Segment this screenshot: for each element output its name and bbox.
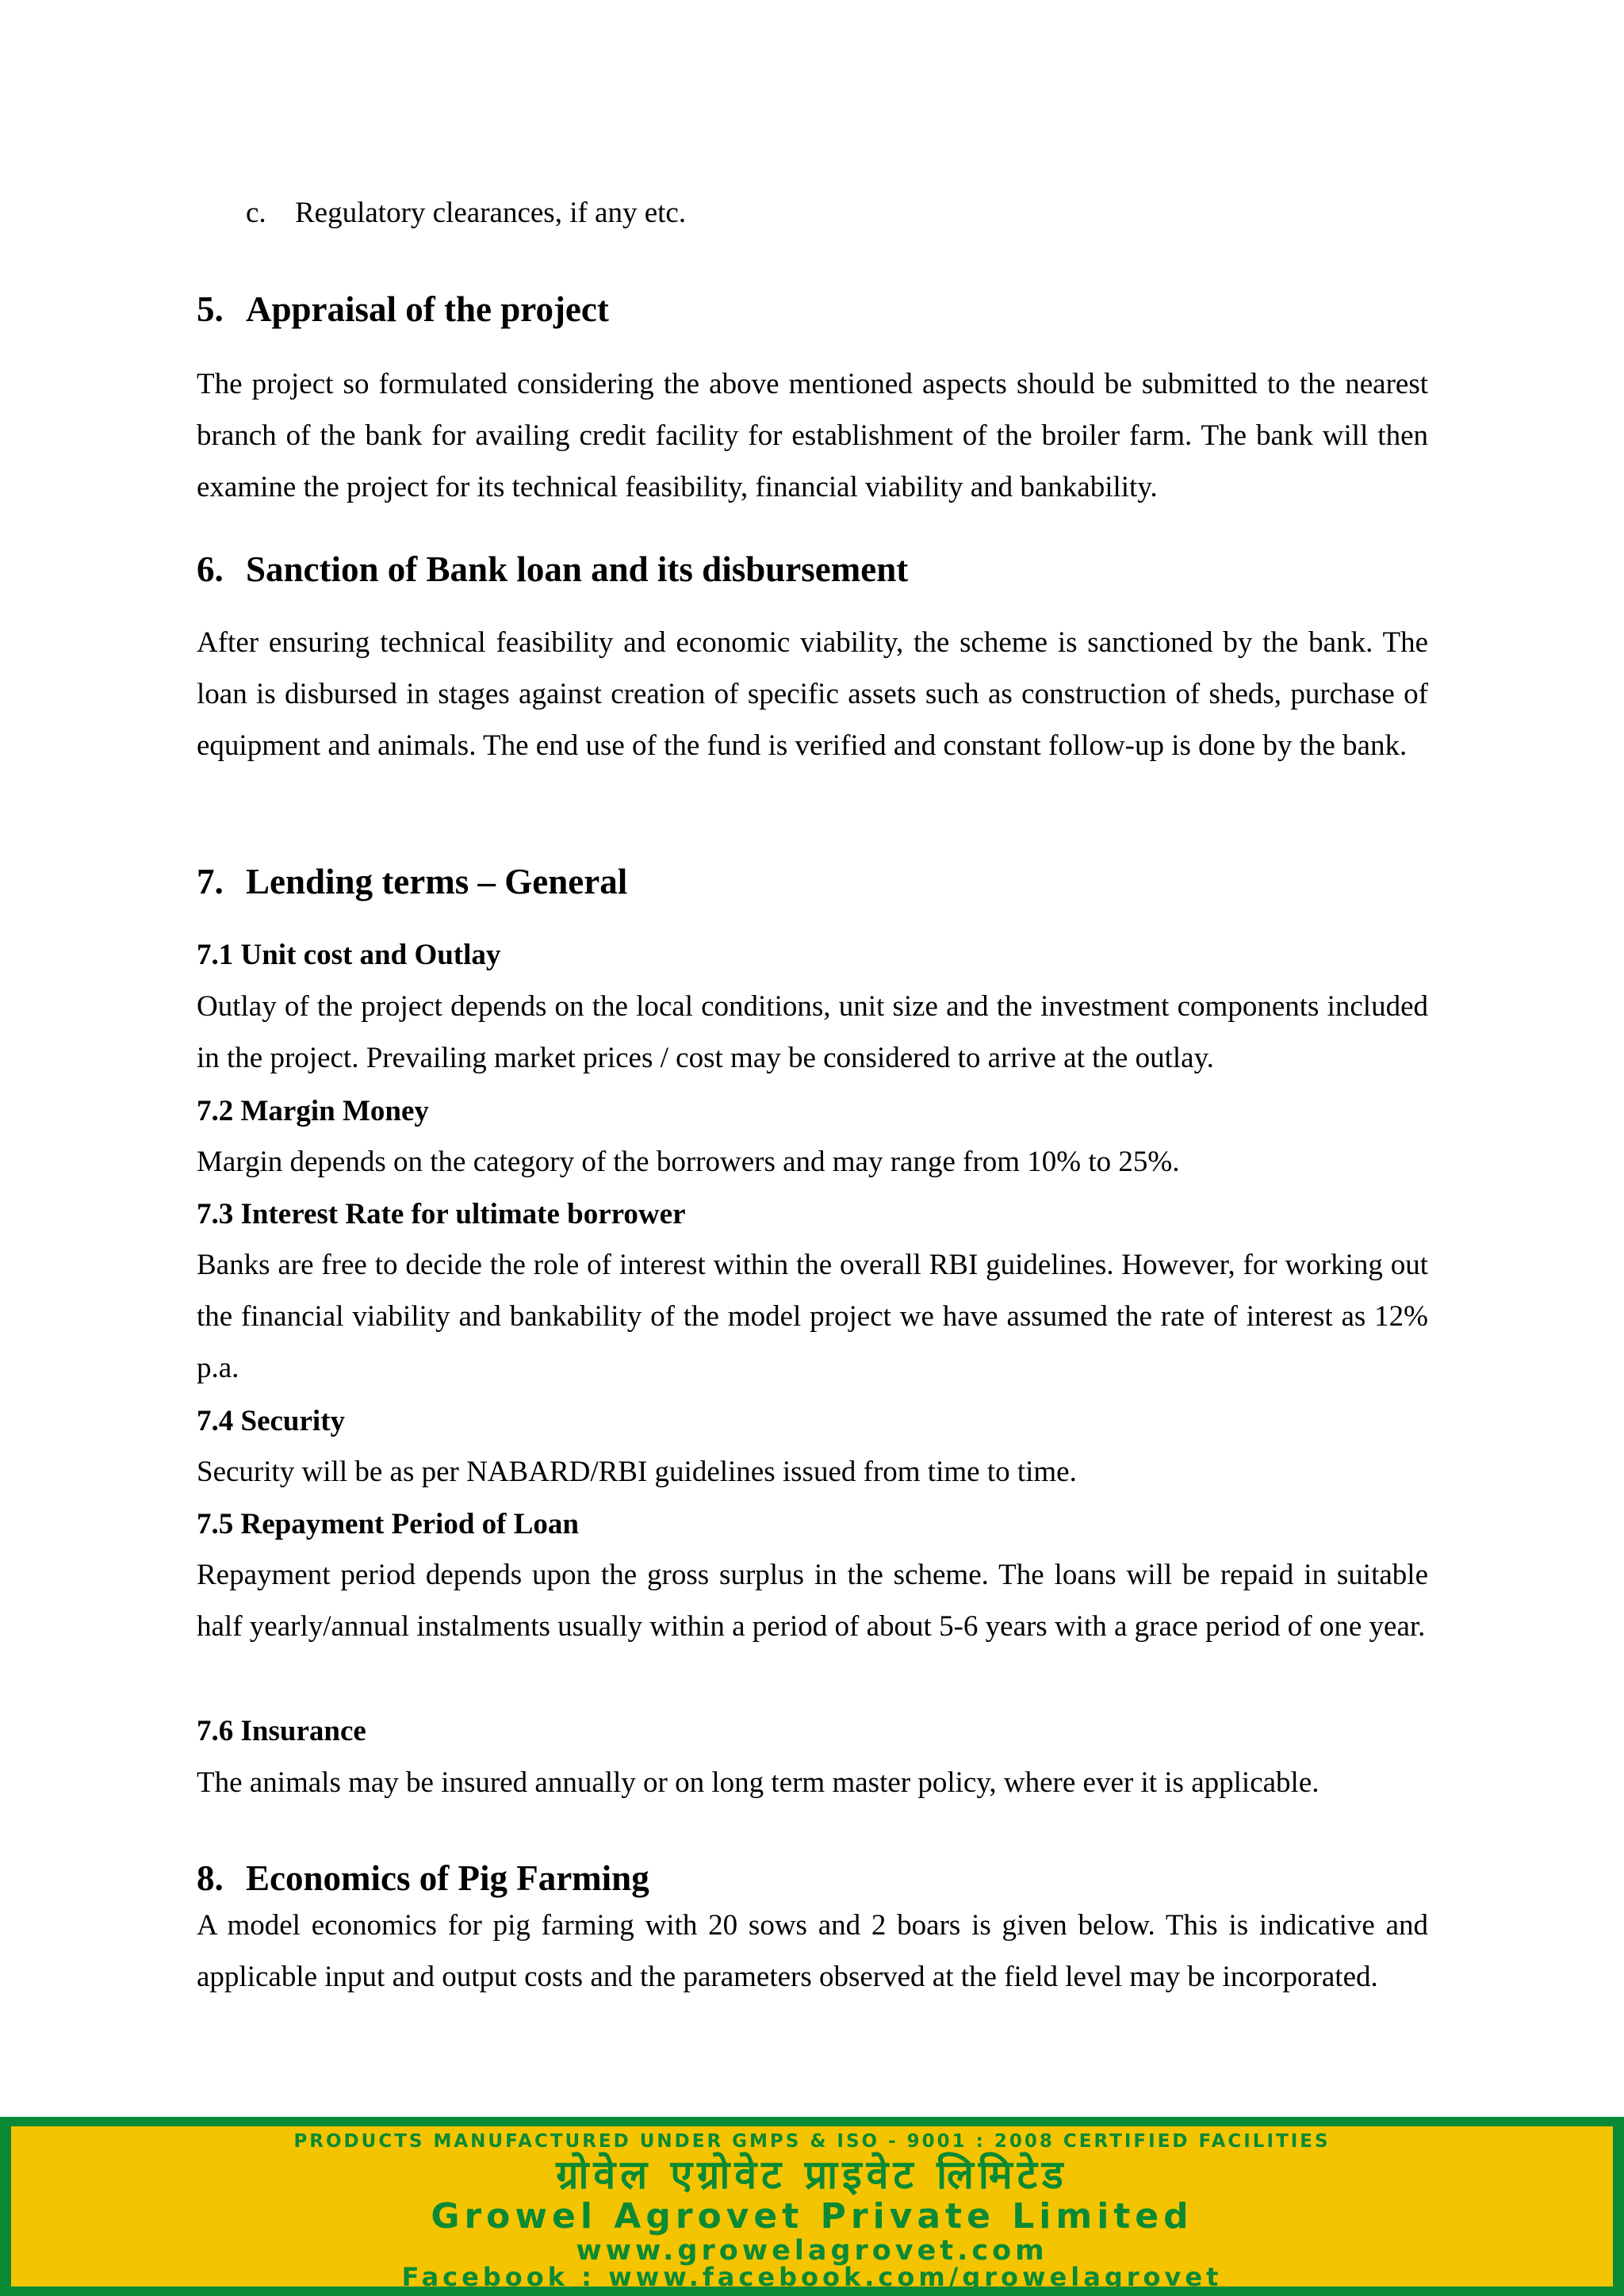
section-title: Lending terms – General xyxy=(246,862,628,901)
subsection-paragraph-7-3: Banks are free to decide the role of interest within the overall RBI guidelines. However, for working out the financial viability and bankability of the model project we have assumed the rate of interest as 12% p.a. xyxy=(197,1249,1428,1384)
section-number: 7. xyxy=(197,862,224,901)
section-number: 8. xyxy=(197,1858,224,1898)
footer-company-name: Growel Agrovet Private Limited xyxy=(431,2196,1193,2237)
subsection-paragraph-7-4: Security will be as per NABARD/RBI guidelines issued from time to time. xyxy=(197,1456,1077,1488)
subsection-paragraph-7-5: Repayment period depends upon the gross surplus in the scheme. The loans will be repaid in suitable half yearly/annual instalments usually within a period of about 5-6 years with a grace period of one year. xyxy=(197,1559,1428,1643)
subsection-paragraph-7-1: Outlay of the project depends on the local conditions, unit size and the investment components included in the project. Prevailing market prices / cost may be considered to arrive at the outlay. xyxy=(197,990,1428,1074)
section-heading-7 xyxy=(197,859,627,904)
subsection-heading-7-2: 7.2 Margin Money xyxy=(197,1095,429,1127)
section-heading-6 xyxy=(197,547,908,591)
company-footer-banner xyxy=(0,2117,1624,2296)
section-title: Sanction of Bank loan and its disbursement xyxy=(246,549,909,589)
footer-company-name-hindi: ग्रोवेल एग्रोवेट प्राइवेट लिमिटेड xyxy=(556,2152,1068,2198)
section-5-paragraph: The project so formulated considering the above mentioned aspects should be submitted to the nearest branch of the bank for availing credit facility for establishment of the broiler farm. The bank will then examine the project for its technical feasibility, financial viability and bankability. xyxy=(197,368,1428,503)
section-title: Economics of Pig Farming xyxy=(246,1858,649,1898)
section-8-paragraph: A model economics for pig farming with 20 sows and 2 boars is given below. This is indicative and applicable input and output costs and the parameters observed at the field level may be incorporated. xyxy=(197,1909,1428,1993)
list-marker: c. xyxy=(246,197,266,229)
section-heading-8 xyxy=(197,1856,649,1900)
footer-certification: PRODUCTS MANUFACTURED UNDER GMPS & ISO - 9001 : 2008 CERTIFIED FACILITIES xyxy=(293,2131,1331,2152)
subsection-paragraph-7-2: Margin depends on the category of the borrowers and may range from 10% to 25%. xyxy=(197,1146,1180,1178)
subsection-heading-7-6: 7.6 Insurance xyxy=(197,1715,366,1747)
section-heading-5 xyxy=(197,287,609,331)
footer-website: www.growelagrovet.com xyxy=(576,2235,1048,2267)
subsection-heading-7-4: 7.4 Security xyxy=(197,1405,346,1437)
footer-panel xyxy=(11,2126,1613,2292)
section-number: 5. xyxy=(197,289,224,329)
subsection-paragraph-7-6: The animals may be insured annually or on long term master policy, where ever it is applicable. xyxy=(197,1766,1320,1799)
section-number: 6. xyxy=(197,549,224,589)
section-title: Appraisal of the project xyxy=(246,289,609,329)
section-6-paragraph: After ensuring technical feasibility and economic viability, the scheme is sanctioned by the bank. The loan is disbursed in stages against creation of specific assets such as construction of sheds, purchase of equipment and animals. The end use of the fund is verified and constant follow-up is done by the bank. xyxy=(197,626,1428,762)
subsection-heading-7-1: 7.1 Unit cost and Outlay xyxy=(197,939,501,971)
list-item-regulatory xyxy=(246,193,686,233)
subsection-heading-7-5: 7.5 Repayment Period of Loan xyxy=(197,1508,579,1540)
list-item-text: Regulatory clearances, if any etc. xyxy=(295,197,687,229)
footer-facebook: Facebook : www.facebook.com/growelagrovet xyxy=(401,2262,1223,2292)
subsection-heading-7-3: 7.3 Interest Rate for ultimate borrower xyxy=(197,1198,686,1230)
